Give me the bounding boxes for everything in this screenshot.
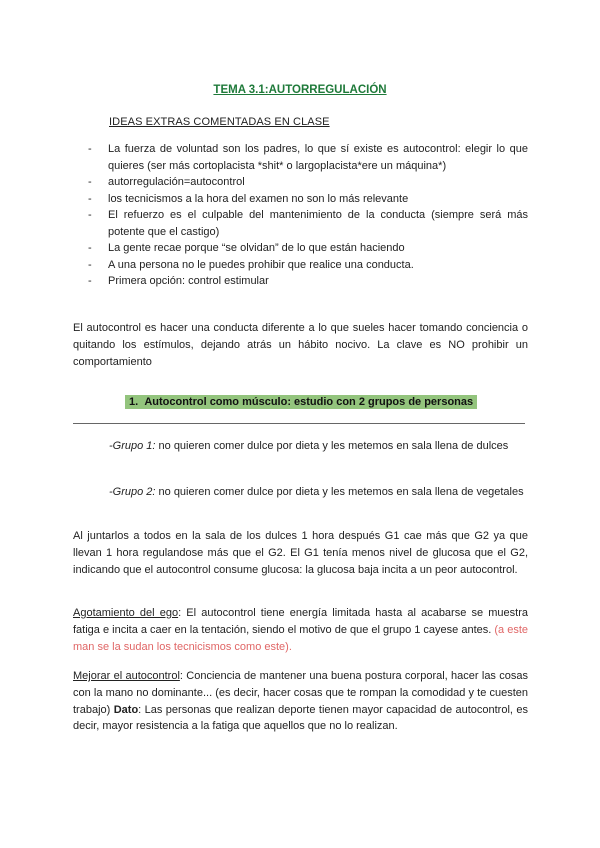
list-item: - autorregulación=autocontrol: [88, 174, 528, 191]
list-item: - El refuerzo es el culpable del mantenimiento de la conducta (siempre será más potente que el castigo): [88, 207, 528, 240]
section-heading: [125, 395, 477, 409]
list-item: - La fuerza de voluntad son los padres, lo que sí existe es autocontrol: elegir lo que quieres (ser más cortoplacista *shit* o largoplacista*ere un máquina*): [88, 141, 528, 174]
group1-text: no quieren comer dulce por dieta y les metemos en sala llena de dulces: [155, 440, 509, 452]
improve-paragraph: [73, 668, 528, 735]
dato-text: : Las personas que realizan deporte tienen mayor capacidad de autocontrol, es decir, mayor resistencia a la fatiga que aquellos que no lo realizan.: [73, 703, 528, 733]
improve-label: Mejorar el autocontrol: [73, 670, 180, 682]
section-heading-text: Autocontrol como músculo: estudio con 2 grupos de personas: [144, 396, 474, 408]
improve-text: : Conciencia de mantener una buena postura corporal, hacer las cosas con la mano no dominante... (es decir, hacer cosas que te rompan la comodidad y te cuesten trabajo): [73, 670, 528, 716]
result-paragraph: Al juntarlos a todos en la sala de los dulces 1 hora después G1 cae más que G2 ya que llevan 1 hora regulandose más que el G2. El G1 tenía menos nivel de glucosa que el G2, indicando que el autocontrol consume glucosa: la glucosa baja incita a un peor autocontrol.: [73, 530, 528, 576]
ideas-list: [88, 141, 528, 290]
ego-paragraph: [73, 605, 528, 655]
intro-paragraph: El autocontrol es hacer una conducta diferente a lo que sueles hacer tomando conciencia o quitando los estímulos, dejando atrás un hábito nocivo. La clave es NO prohibir un comportamiento: [73, 322, 528, 368]
dato-label: Dato: [113, 703, 139, 716]
group2-text: no quieren comer dulce por dieta y les metemos en sala llena de vegetales: [155, 486, 524, 498]
group1-label: -Grupo 1:: [109, 440, 156, 452]
ego-label: Agotamiento del ego: [73, 607, 179, 619]
list-item: - los tecnicismos a la hora del examen no son lo más relevante: [88, 191, 528, 208]
group1-paragraph: [109, 438, 528, 455]
list-item: - La gente recae porque “se olvidan” de lo que están haciendo: [88, 240, 528, 257]
page-title: TEMA 3.1:AUTORREGULACIÓN: [213, 84, 387, 96]
divider: [73, 423, 525, 424]
group2-label: -Grupo 2:: [109, 486, 156, 498]
section-subtitle: IDEAS EXTRAS COMENTADAS EN CLASE: [109, 116, 330, 128]
list-item: - Primera opción: control estimular: [88, 273, 528, 290]
group2-paragraph: [109, 484, 528, 501]
list-item: - A una persona no le puedes prohibir que realice una conducta.: [88, 257, 528, 274]
section-number: 1.: [129, 396, 139, 408]
ego-note: (a este man se la sudan los tecnicismos como este).: [73, 623, 528, 653]
ego-text: : El autocontrol tiene energía limitada hasta al acabarse se muestra fatiga e incita a caer en la tentación, siendo el motivo de que el grupo 1 cayese antes.: [73, 607, 528, 636]
